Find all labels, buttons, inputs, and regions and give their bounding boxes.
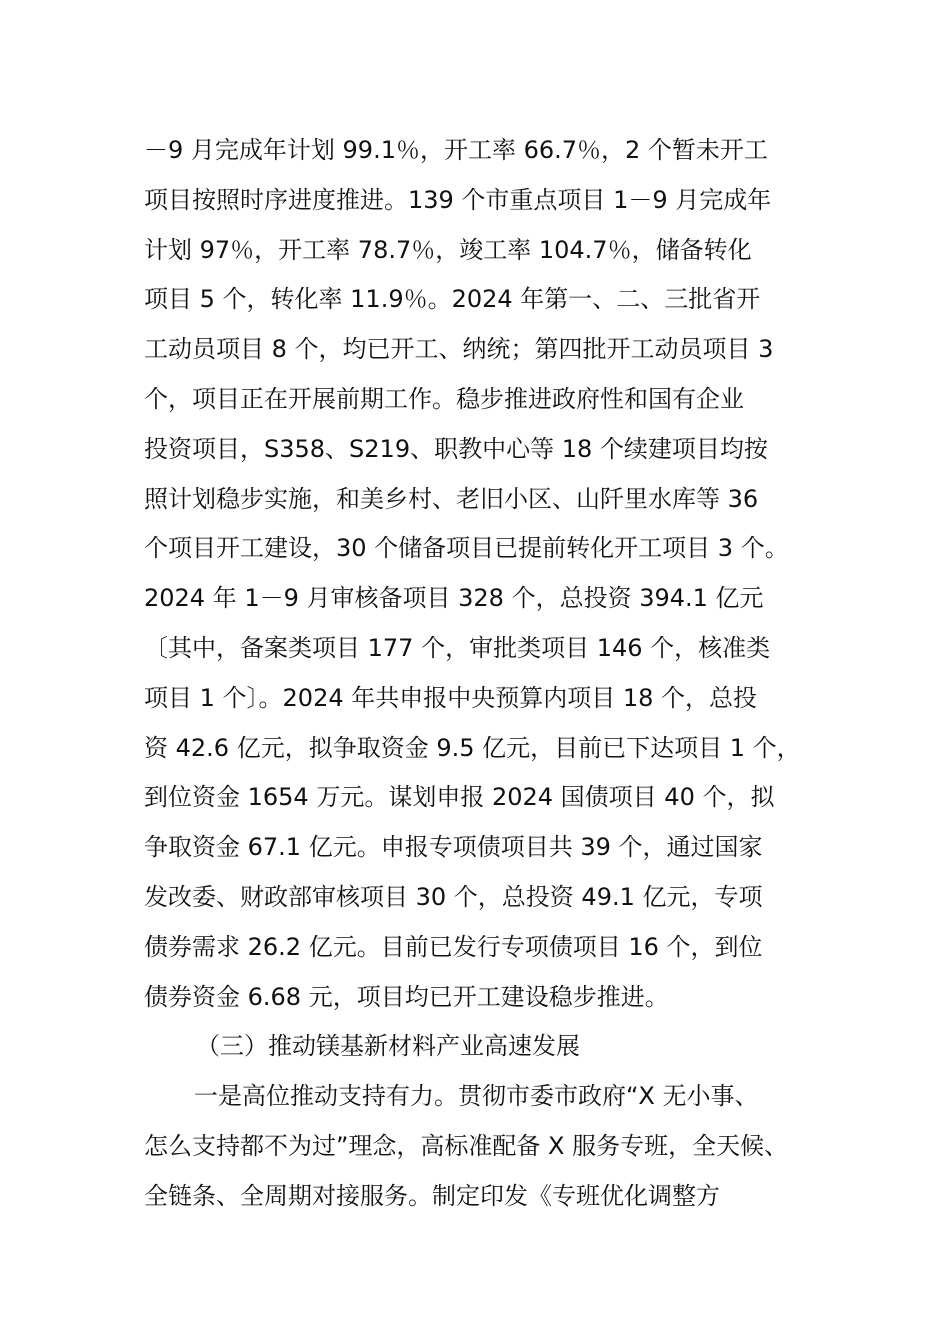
text-line: 照计划稳步实施，和美乡村、老旧小区、山阡里水库等 36 xyxy=(144,484,759,513)
text-line: 个项目开工建设，30 个储备项目已提前转化开工项目 3 个。 xyxy=(144,534,789,563)
text-line: 项目 1 个〕。2024 年共申报中央预算内项目 18 个，总投 xyxy=(144,683,758,712)
text-line: 债券资金 6.68 元，项目均已开工建设稳步推进。 xyxy=(144,982,669,1011)
text-line: 计划 97％，开工率 78.7％，竣工率 104.7％，储备转化 xyxy=(144,235,752,264)
document-body xyxy=(144,126,834,1222)
paragraph-first-line: 一是高位推动支持有力。贯彻市委市政府“X 无小事、 xyxy=(194,1082,759,1111)
section-heading: （三）推动镁基新材料产业高速发展 xyxy=(196,1032,580,1061)
text-line: 工动员项目 8 个，均已开工、纳统；第四批开工动员项目 3 xyxy=(144,335,774,364)
text-line: 个，项目正在开展前期工作。稳步推进政府性和国有企业 xyxy=(144,384,744,413)
text-line: 项目 5 个，转化率 11.9％。2024 年第一、二、三批省开 xyxy=(144,285,761,314)
text-line: 投资项目，S358、S219、职教中心等 18 个续建项目均按 xyxy=(144,434,768,463)
text-line: 债券需求 26.2 亿元。目前已发行专项债项目 16 个，到位 xyxy=(144,932,763,961)
text-line: 项目按照时序进度推进。139 个市重点项目 1－9 月完成年 xyxy=(144,185,772,214)
text-line: 到位资金 1654 万元。谋划申报 2024 国债项目 40 个，拟 xyxy=(144,783,775,812)
text-line: 怎么支持都不为过”理念，高标准配备 X 服务专班，全天候、 xyxy=(144,1131,789,1160)
text-line: 资 42.6 亿元，拟争取资金 9.5 亿元，目前已下达项目 1 个， xyxy=(144,733,801,762)
text-line: 2024 年 1－9 月审核备项目 328 个，总投资 394.1 亿元 xyxy=(144,584,764,613)
text-line: 发改委、财政部审核项目 30 个，总投资 49.1 亿元，专项 xyxy=(144,882,763,911)
text-line: 〔其中，备案类项目 177 个，审批类项目 146 个，核准类 xyxy=(144,633,771,662)
text-line: －9 月完成年计划 99.1％，开工率 66.7％，2 个暂未开工 xyxy=(144,136,768,164)
text-line: 全链条、全周期对接服务。制定印发《专班优化调整方 xyxy=(144,1181,720,1210)
text-line: 争取资金 67.1 亿元。申报专项债项目共 39 个，通过国家 xyxy=(144,833,763,862)
